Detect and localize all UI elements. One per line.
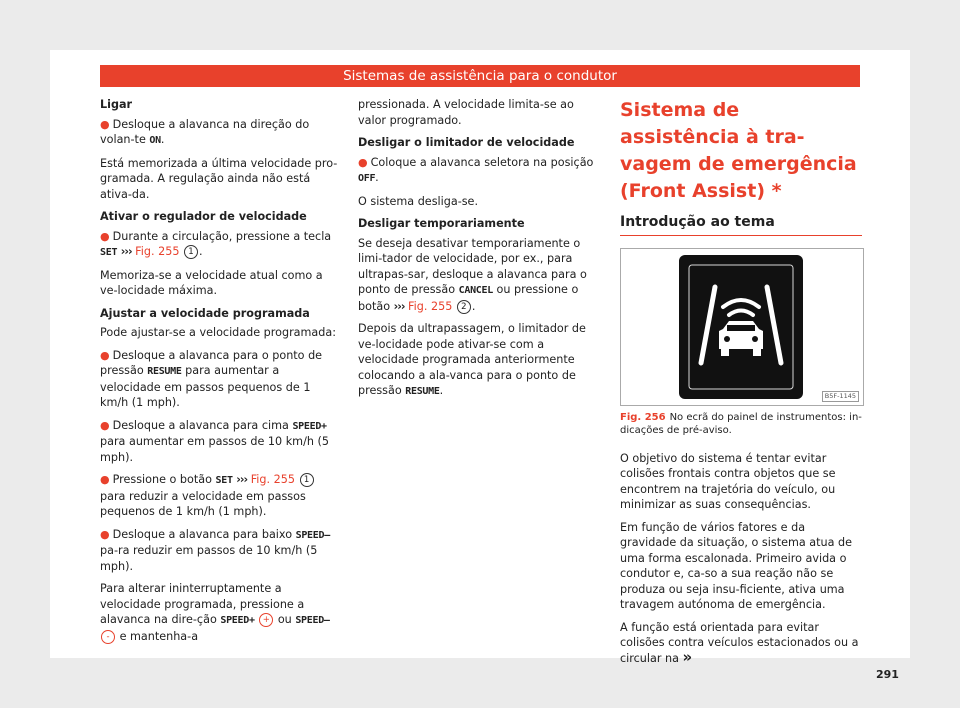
paragraph: Se deseja desativar temporariamente o limi-tador de velocidade, por ex., para ultrapas-sar, desloque a alavanca para o ponto de pressão CANCEL ou pressione o botão ››› Fig. 255 2 . xyxy=(358,236,587,313)
bullet-item: ● Desloque a alavanca para baixo SPEED– pa-ra reduzir em passos de 10 km/h (5 mph). xyxy=(100,527,330,573)
bullet-item: ● Desloque a alavanca para cima SPEED+ para aumentar em passos de 10 km/h (5 mph). xyxy=(100,418,329,464)
figure-256 xyxy=(620,248,864,406)
control-label: CANCEL xyxy=(458,285,493,296)
heading-temporariamente: Desligar temporariamente xyxy=(358,217,525,230)
bullet-icon: ● xyxy=(100,527,110,541)
callout-number: 2 xyxy=(457,300,471,314)
bullet-icon: ● xyxy=(100,348,110,362)
bullet-item: ● Pressione o botão SET ››› Fig. 255 1 para reduzir a velocidade em passos pequenos de 1 km/h (1 mph). xyxy=(100,472,340,520)
bullet-item: ● Desloque a alavanca na direção do volan-te ON. xyxy=(100,117,310,146)
figure-code: B5F-1145 xyxy=(822,391,859,402)
paragraph: A função está orientada para evitar colisões contra veículos estacionados ou a circular na » xyxy=(620,620,859,666)
paragraph: Para alterar ininterruptamente a velocidade programada, pressione a alavanca na dire-ção SPEED+ + ou SPEED– - e mantenha-a xyxy=(100,582,330,643)
minus-icon: - xyxy=(101,630,115,644)
column-3 xyxy=(620,97,862,673)
paragraph: Em função de vários fatores e da gravidade da situação, o sistema atua de uma forma escalonada. Primeiro avida o condutor e, ca-so a sua reação não se produza ou seja insu-ficiente, ativa uma travagem autónoma de emergência. xyxy=(620,520,853,611)
callout-number: 1 xyxy=(300,473,314,487)
column-1 xyxy=(100,97,340,651)
subsection-title: Introdução ao tema xyxy=(620,215,862,236)
page-number: 291 xyxy=(876,668,899,681)
control-label: SET xyxy=(100,247,118,258)
paragraph: pressionada. A velocidade limita-se ao valor programado. xyxy=(358,98,574,127)
heading-desligar: Desligar o limitador de velocidade xyxy=(358,136,575,149)
control-label: SPEED– xyxy=(295,529,330,541)
control-label: SPEED– xyxy=(295,615,330,626)
paragraph: Depois da ultrapassagem, o limitador de ve-locidade pode ativar-se com a velocidade programada anteriormente colocando a ala-vanca para o ponto de pressão RESUME. xyxy=(358,322,586,397)
paragraph: Memoriza-se a velocidade atual como a ve-locidade máxima. xyxy=(100,268,323,297)
control-label: RESUME xyxy=(147,366,182,377)
control-label: SPEED+ xyxy=(292,420,327,432)
bullet-icon: ● xyxy=(358,155,368,169)
bullet-item: ● Desloque a alavanca para o ponto de pressão RESUME para aumentar a velocidade em passos pequenos de 1 km/h (1 mph). xyxy=(100,348,323,409)
reference-arrow-icon: ››› xyxy=(236,473,248,486)
figure-link[interactable]: Fig. 255 xyxy=(135,245,180,258)
column-2 xyxy=(358,97,598,407)
bullet-icon: ● xyxy=(100,229,110,243)
figure-link[interactable]: Fig. 255 xyxy=(408,299,453,313)
section-title: Sistema de assistência à tra-vagem de emergência (Front Assist) * xyxy=(620,99,857,202)
paragraph: Pode ajustar-se a velocidade programada: xyxy=(100,326,337,339)
figure-link[interactable]: Fig. 255 xyxy=(250,473,295,486)
bullet-item: ● Durante a circulação, pressione a tecla SET ››› Fig. 255 1 . xyxy=(100,229,332,258)
plus-icon: + xyxy=(259,613,273,627)
paragraph: Está memorizada a última velocidade pro-gramada. A regulação ainda não está ativa-da. xyxy=(100,156,338,201)
bullet-icon: ● xyxy=(100,418,110,432)
control-label: RESUME xyxy=(405,386,440,397)
bullet-item: ● Coloque a alavanca seletora na posição OFF. xyxy=(358,155,594,184)
section-header: Sistemas de assistência para o condutor xyxy=(100,65,860,87)
manual-page xyxy=(50,50,910,681)
paragraph: O objetivo do sistema é tentar evitar colisões frontais contra objetos que se encontrem na trajetória do veículo, ou minimizar as suas consequências. xyxy=(620,451,836,511)
heading-ativar: Ativar o regulador de velocidade xyxy=(100,210,307,223)
callout-number: 1 xyxy=(184,245,198,259)
heading-ajustar: Ajustar a velocidade programada xyxy=(100,306,310,320)
control-label: SPEED+ xyxy=(220,615,255,626)
figure-caption: Fig. 256 No ecrã do painel de instrumentos: in-dicações de pré-aviso. xyxy=(620,411,862,436)
reference-arrow-icon: ››› xyxy=(393,299,405,313)
control-label: SET xyxy=(215,475,233,486)
reference-arrow-icon: ››› xyxy=(120,245,132,258)
continue-arrow-icon: » xyxy=(682,647,693,666)
bullet-icon: ● xyxy=(100,473,110,486)
control-label: ON xyxy=(149,135,161,146)
figure-number: Fig. 256 xyxy=(620,411,666,423)
control-label: OFF xyxy=(358,173,376,184)
bullet-icon: ● xyxy=(100,117,110,131)
paragraph: O sistema desliga-se. xyxy=(358,194,478,208)
front-assist-warning-icon xyxy=(679,255,803,399)
heading-ligar: Ligar xyxy=(100,98,133,111)
